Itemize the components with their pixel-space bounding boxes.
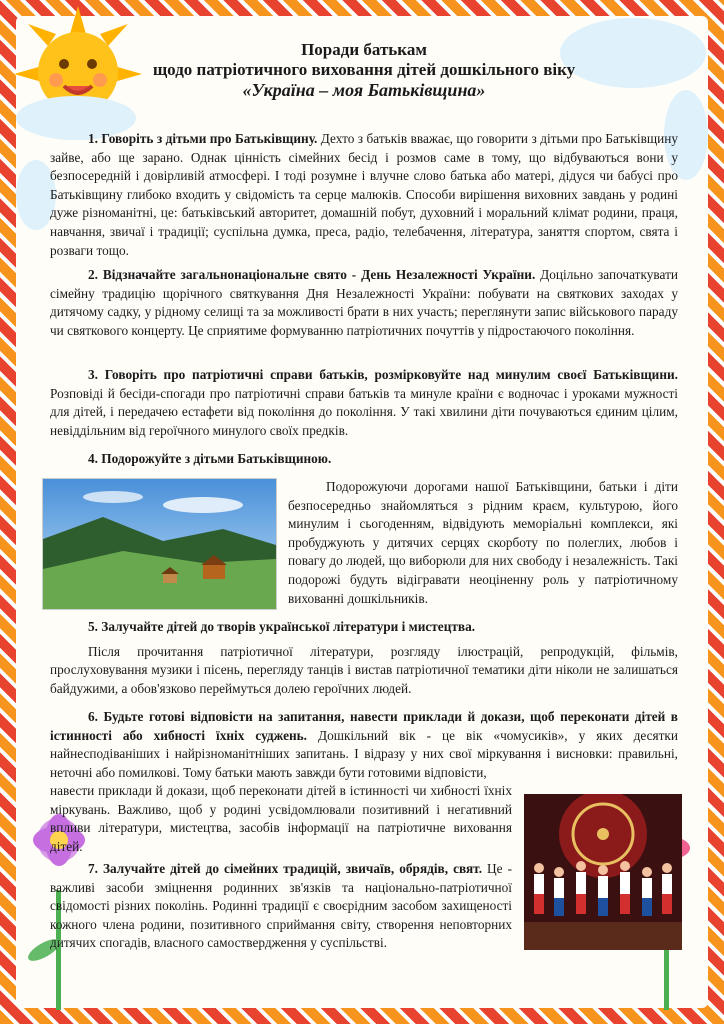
- content: [50, 40, 678, 1000]
- title-line-1: Поради батькам: [301, 40, 427, 59]
- section-6-text-b: навести приклади й докази, щоб переконати дітей в істинності чи хибності їхніх міркувань. Важливо, щоб у родині усвідомлювали позитивний і негативний впливи літератури, мистецтва, засобів інформації на патріотичне виховання дітей.: [50, 783, 512, 854]
- section-5-heading: 5. Залучайте дітей до творів української літератури і мистецтва.: [88, 619, 476, 634]
- section-7-heading: 7. Залучайте дітей до сімейних традицій, звичаїв, обрядів, свят.: [88, 861, 483, 876]
- section-2-heading: 2. Відзначайте загальнонаціональне свято - День Незалежності України.: [88, 267, 536, 282]
- section-3-text: Розповіді й бесіди-спогади про патріотичні справи батьків та минуле країни є водночас і уроками мужності для дітей, і передачею естафети від покоління до покоління. У такі хвилини діти почуваються єдиним цілим, невіддільним від героїчного минулого своїх предків.: [50, 385, 678, 438]
- folk-dance-photo: [524, 794, 682, 950]
- section-2-text: Доцільно започаткувати сімейну традицію щорічного святкування Дня Незалежності України: побувати на святкових заходах у дитячому садку, у рідному селищі та за можливості брати в них участь; переглянути запис військового параду чи святкового концерту. Це сприятиме формуванню патріотичних почуттів у підростаючого покоління.: [50, 267, 678, 338]
- section-6-text-a: Дошкільний вік - це вік «чомусиків», у яких десятки найнесподіваніших і найрізноманітніших запитань. І відразу у них свої міркування і висновки: правильні, неточні або помилкові. Тому батьки мають завжди бути готовими відповісти,: [50, 727, 678, 780]
- section-7-text: Це - важливі засоби зміцнення родинних зв'язків та національно-патріотичної свідомості різних поколінь. Родинні традиції є своєрідним засобом захищеності кожного члена родини, позитивного сприймання світу, створення неповторних дитячих спогадів, власного самоствердження у суспільстві.: [50, 861, 512, 951]
- section-4-heading: 4. Подорожуйте з дітьми Батьківщиною.: [88, 451, 332, 466]
- section-1-text: Дехто з батьків вважає, що говорити з дітьми про Батьківщину зайве, або ще зарано. Однак цінність сімейних бесід і розмов саме в тому, що відбуваються вони у безпосередній і довірливій атмосфері. І тоді розумне і влучне слово батька або матері, дідуся чи бабусі про Батьківщину глибоко входить у свідомість та серце малюків. Способи вирішення виховних завдань у родині дуже різноманітні, це: батьківський авторитет, домашній побут, духовний і моральний клімат родини, праця, навчання, звичаї і традиції; суспільна думка, преса, радіо, телебачення, література, заняття спортом, свята і розваги тощо.: [50, 131, 678, 258]
- section-6-continued: [50, 782, 512, 856]
- section-3-heading: 3. Говоріть про патріотичні справи батьків, розмірковуйте над минулим своєї Батьківщини.: [88, 367, 678, 382]
- section-2: [50, 266, 678, 340]
- section-7: [50, 860, 512, 953]
- section-3: [50, 366, 678, 440]
- section-1-heading: 1. Говоріть з дітьми про Батьківщину.: [88, 131, 318, 146]
- section-5: [50, 618, 678, 698]
- title-line-3: «Україна – моя Батьківщина»: [242, 80, 486, 100]
- title-line-2: щодо патріотичного виховання дітей дошкільного віку: [152, 60, 576, 79]
- section-4-text: Подорожуючи дорогами нашої Батьківщини, батьки і діти безпосередньо знайомляться з рідним краєм, культурою, його минулим і сьогоденням, відвідують меморіальні комплекси, які пробуджують у дитячих серцях скорботу по полеглих, любов і повагу до людей, що виборюли для них свободу і незалежність. Такі подорожі будуть відігравати неоціненну роль у патріотичному вихованні дошкільників.: [288, 479, 678, 606]
- landscape-photo: [42, 478, 277, 610]
- section-4: [50, 450, 678, 469]
- section-5-text: Після прочитання патріотичної літератури, розгляду ілюстрацій, репродукцій, фільмів, прослуховування музики і пісень, перегляду танців і вистав патріотичної тематики діти ніколи не залишаться байдужими, а обов'язково переймуться долею героїчних людей.: [50, 643, 678, 696]
- section-6: [50, 708, 678, 782]
- section-6-heading: 6. Будьте готові відповісти на запитання, навести приклади й докази, щоб переконати дітей в істинності або хибності їхніх суджень.: [50, 709, 678, 743]
- section-1: [50, 130, 678, 260]
- section-4-body: [288, 478, 678, 608]
